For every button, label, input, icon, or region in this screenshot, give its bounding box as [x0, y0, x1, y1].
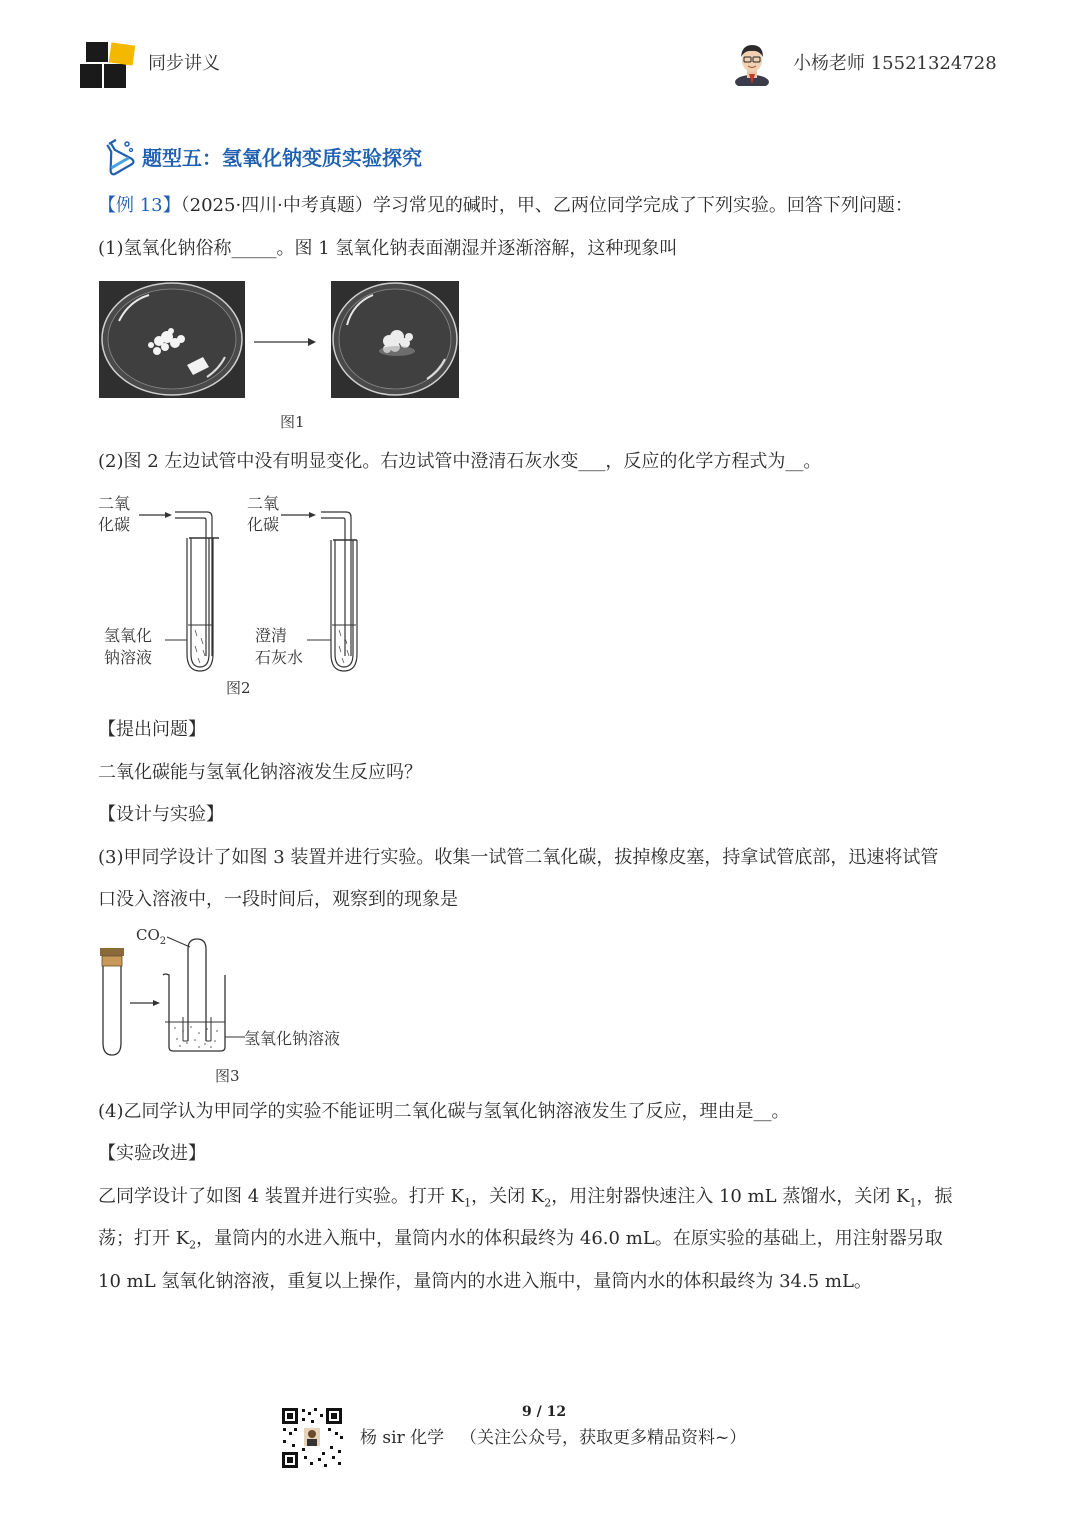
page-number: 9 / 12 [522, 1404, 567, 1420]
section-title: 题型五：氢氧化钠变质实验探究 [142, 146, 422, 170]
question-text: 二氧化碳能与氢氧化钠溶液发生反应吗？ [98, 762, 422, 783]
fig3-liquid-label: 氢氧化钠溶液 [244, 1029, 341, 1048]
header-title: 同步讲义 [148, 53, 220, 74]
question-3-line1: (3)甲同学设计了如图 3 装置并进行实验。收集一试管二氧化碳，拔掉橡皮塞，持拿试管底部，迅速将试管 [98, 847, 939, 868]
figure-3-diagram [95, 925, 255, 1060]
improvement-line2 [98, 1227, 943, 1258]
question-2: (2)图 2 左边试管中没有明显变化。右边试管中澄清石灰水变___，反应的化学方程式为__。 [98, 451, 822, 472]
improve-l1-a: 乙同学设计了如图 4 装置并进行实验。打开 K [98, 1186, 465, 1207]
figure-2-caption: 图2 [226, 679, 251, 697]
question-4: (4)乙同学认为甲同学的实验不能证明二氧化碳与氢氧化钠溶液发生了反应，理由是__。 [98, 1101, 790, 1122]
improvement-line3: 10 mL 氢氧化钠溶液，重复以上操作，量筒内的水进入瓶中，量筒内水的体积最终为 34.5 mL。 [98, 1271, 872, 1292]
teacher-avatar [732, 40, 772, 86]
improve-l1-d: ，振 [916, 1186, 953, 1207]
heading-design-experiment: 【设计与实验】 [98, 804, 224, 825]
fig2-left-gas-line2: 化碳 [98, 515, 131, 534]
improve-l1-b: ，关闭 K [471, 1186, 545, 1207]
figure-3-caption: 图3 [215, 1067, 240, 1085]
fig2-right-liquid-line2: 石灰水 [255, 648, 304, 667]
improve-l1-sub3: 1 [909, 1196, 917, 1210]
figure-1-caption: 图1 [280, 413, 305, 431]
heading-improvement: 【实验改进】 [98, 1143, 206, 1164]
fig3-gas-label [136, 925, 166, 952]
improve-l1-sub2: 2 [544, 1196, 552, 1210]
naoh-dish-photo-before [99, 281, 245, 398]
fig2-right-liquid-line1: 澄清 [255, 626, 288, 645]
improve-l2-a: 荡；打开 K [98, 1228, 190, 1249]
fig3-gas-subscript: 2 [159, 936, 167, 947]
improve-l2-b: ，量筒内的水进入瓶中，量筒内水的体积最终为 46.0 mL。在原实验的基础上，用注射器另取 [196, 1228, 943, 1249]
fig2-right-gas-line2: 化碳 [247, 515, 280, 534]
qr-code [280, 1406, 344, 1470]
improve-l2-sub1: 2 [189, 1238, 197, 1252]
logo [80, 42, 136, 90]
improve-l1-c: ，用注射器快速注入 10 mL 蒸馏水，关闭 K [551, 1186, 910, 1207]
flask-icon [96, 136, 136, 176]
footer-brand: 杨 sir 化学 [360, 1428, 445, 1448]
fig3-gas-text: CO [136, 926, 160, 944]
fig2-left-gas-line1: 二氧 [98, 494, 131, 513]
footer-slogan: （关注公众号，获取更多精品资料~） [460, 1428, 747, 1448]
question-1: (1)氢氧化钠俗称_____。图 1 氢氧化钠表面潮湿并逐渐溶解，这种现象叫 [98, 238, 678, 259]
example-intro: （2025·四川·中考真题）学习常见的碱时，甲、乙两位同学完成了下列实验。回答下列问题： [180, 195, 913, 216]
example-tag: 【例 13】 [98, 195, 181, 216]
arrow-right-icon [254, 333, 316, 345]
fig2-left-liquid-line1: 氢氧化 [104, 626, 153, 645]
example-intro-line [98, 194, 913, 218]
fig2-right-gas-line1: 二氧 [247, 494, 280, 513]
fig2-left-liquid-line2: 钠溶液 [104, 648, 153, 667]
improve-l1-sub1: 1 [464, 1196, 472, 1210]
heading-raise-question: 【提出问题】 [98, 719, 206, 740]
naoh-dish-photo-after [331, 281, 459, 398]
question-3-line2: 口没入溶液中，一段时间后，观察到的现象是 [98, 889, 458, 910]
improvement-line1 [98, 1185, 953, 1216]
teacher-contact: 小杨老师 15521324728 [793, 53, 997, 74]
